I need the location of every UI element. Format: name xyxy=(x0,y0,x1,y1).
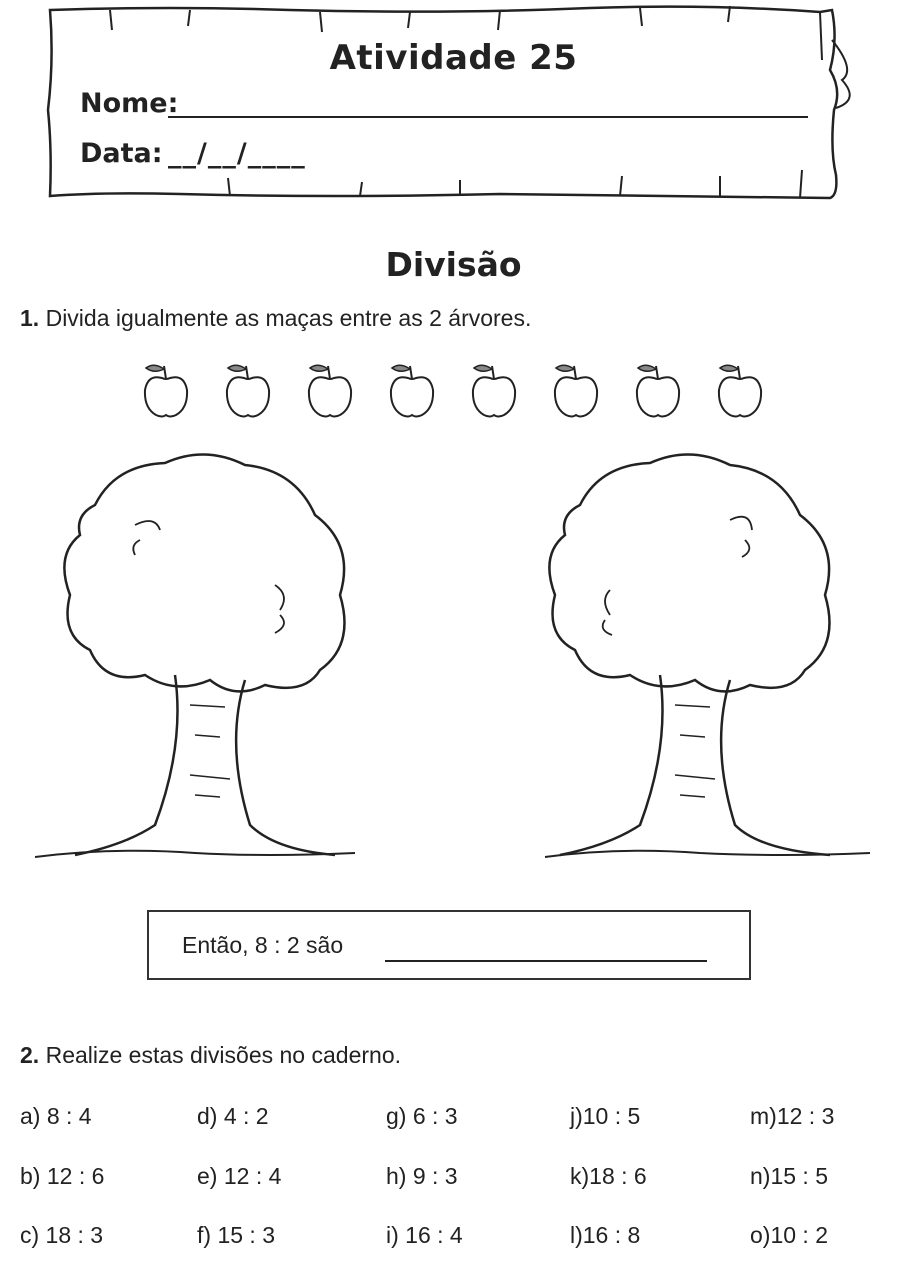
section-title: Divisão xyxy=(385,245,522,284)
answer-prompt: Então, 8 : 2 são xyxy=(182,932,344,958)
question-2-text: Realize estas divisões no caderno. xyxy=(45,1042,401,1068)
apple-icon xyxy=(227,365,269,416)
exercise-item: b) 12 : 6 xyxy=(20,1163,105,1189)
exercise-item: e) 12 : 4 xyxy=(197,1163,282,1189)
exercise-item: h) 9 : 3 xyxy=(386,1163,458,1189)
exercise-item: d) 4 : 2 xyxy=(197,1103,269,1129)
question-1 xyxy=(20,305,531,332)
exercise-item: g) 6 : 3 xyxy=(386,1103,458,1129)
tree-right-illustration xyxy=(530,445,870,865)
exercise-item: n)15 : 5 xyxy=(750,1163,828,1189)
date-field-blanks[interactable]: __/__/____ xyxy=(168,138,306,169)
question-2 xyxy=(20,1042,401,1069)
exercise-item: k)18 : 6 xyxy=(570,1163,647,1189)
question-1-number: 1. xyxy=(20,305,40,331)
activity-title: Atividade 25 xyxy=(329,38,578,78)
tree-left-illustration xyxy=(35,445,355,865)
apple-icon xyxy=(309,365,351,416)
apple-icon xyxy=(473,365,515,416)
question-1-text: Divida igualmente as maças entre as 2 árvores. xyxy=(45,305,532,331)
apple-icon xyxy=(719,365,761,416)
exercise-item: c) 18 : 3 xyxy=(20,1222,104,1248)
question-2-number: 2. xyxy=(20,1042,40,1068)
name-field-line[interactable] xyxy=(168,116,808,118)
exercise-item: i) 16 : 4 xyxy=(386,1222,463,1248)
exercise-item: o)10 : 2 xyxy=(750,1222,828,1248)
date-label: Data: xyxy=(80,138,163,169)
exercise-item: m)12 : 3 xyxy=(750,1103,835,1129)
apples-row xyxy=(135,360,775,420)
exercise-item: l)16 : 8 xyxy=(570,1222,641,1248)
apple-icon xyxy=(145,365,187,416)
name-label: Nome: xyxy=(80,88,179,119)
exercise-item: f) 15 : 3 xyxy=(197,1222,275,1248)
answer-blank-line[interactable] xyxy=(385,960,707,962)
apple-icon xyxy=(555,365,597,416)
exercise-item: a) 8 : 4 xyxy=(20,1103,92,1129)
apple-icon xyxy=(391,365,433,416)
apple-icon xyxy=(637,365,679,416)
exercise-item: j)10 : 5 xyxy=(570,1103,641,1129)
